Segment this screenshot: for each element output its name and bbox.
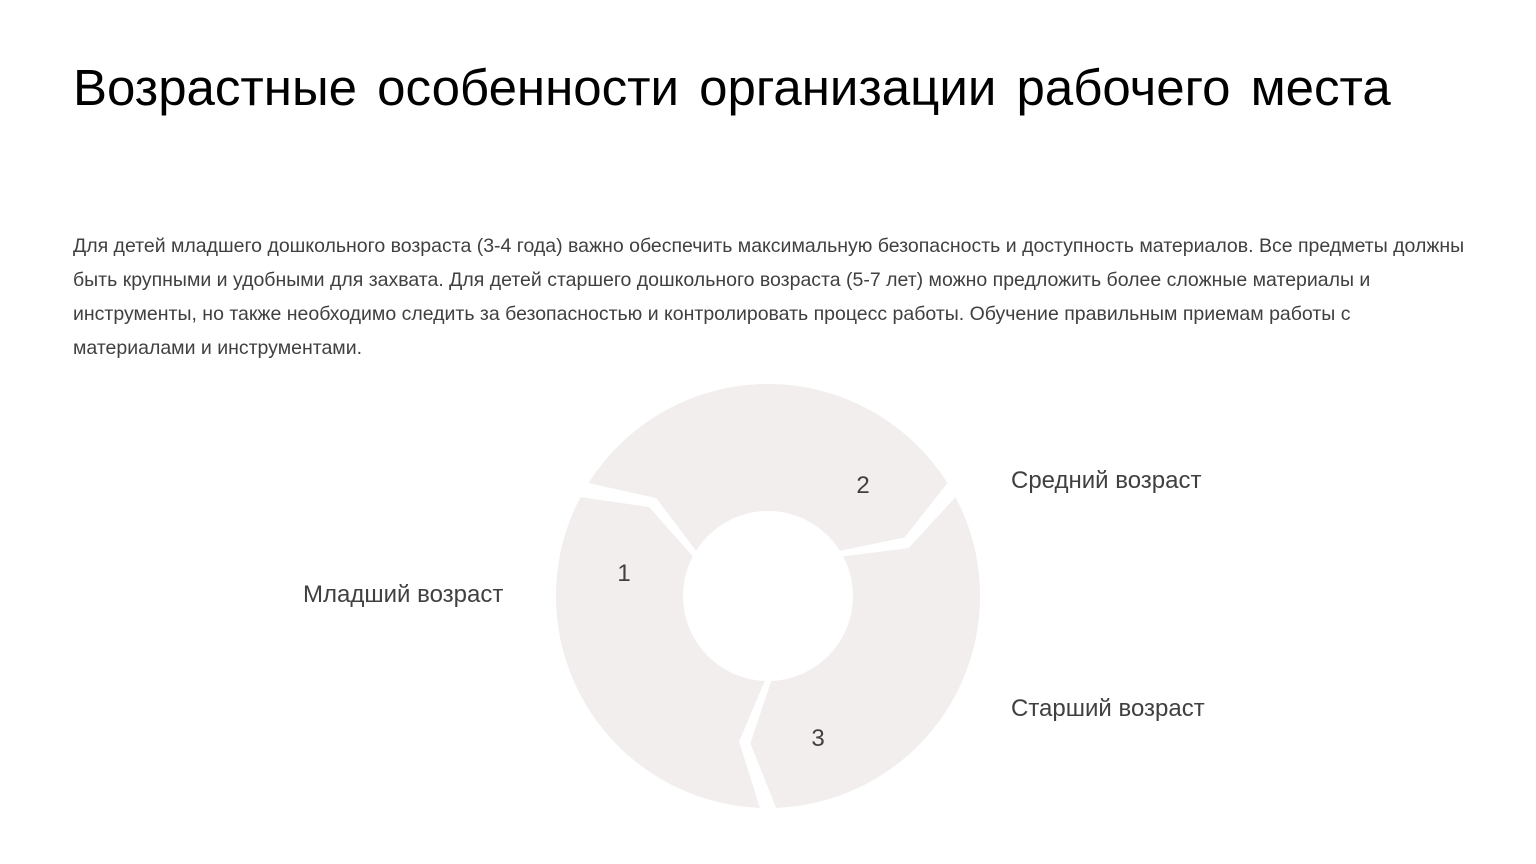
segment-1-label: Младший возраст <box>303 581 504 608</box>
cycle-segment-3 <box>556 497 765 808</box>
segment-3-number: 3 <box>811 725 825 752</box>
segment-1-number: 1 <box>617 560 631 587</box>
segment-3-label: Старший возраст <box>1011 695 1205 722</box>
slide-body-text: Для детей младшего дошкольного возраста (3-4 года) важно обеспечить максимальную безопасность и доступность материалов. Все предметы должны быть крупными и удобными для захвата. Для детей старшего дошкольного возраста (5-7 лет) можно предложить более сложные материалы и инструменты, но также необходимо следить за безопасностью и контролировать процесс работы. Обучение правильным приемам работы с материалами и инструментами. <box>73 235 1465 359</box>
segment-2-label: Средний возраст <box>1011 467 1202 494</box>
slide-title: Возрастные особенности организации рабочего места <box>73 59 1391 116</box>
cycle-segments <box>556 384 980 808</box>
segment-2-number: 2 <box>856 472 870 499</box>
